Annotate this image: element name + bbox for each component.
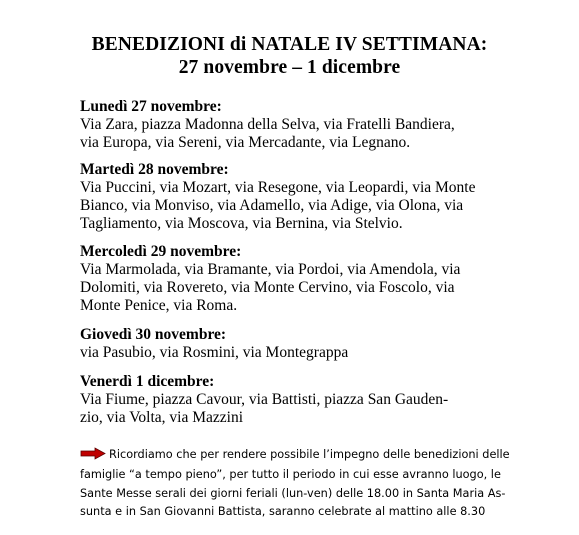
day-section-thursday <box>80 325 540 362</box>
mass-schedule-note <box>80 446 550 522</box>
page-title <box>0 33 579 79</box>
day-heading: Venerdì 1 dicembre: <box>80 373 215 390</box>
day-heading: Giovedì 30 novembre: <box>80 326 227 343</box>
street-line: Via Marmolada, via Bramante, via Pordoi, via Amendola, via <box>80 261 461 278</box>
street-line: Via Zara, piazza Madonna della Selva, via Fratelli Bandiera, <box>80 116 455 133</box>
street-list <box>80 179 540 234</box>
note-line: sunta e in San Giovanni Battista, saranno celebrate al mattino alle 8.30 <box>80 505 486 519</box>
note-line: famiglie “a tempo pieno”, per tutto il periodo in cui esse avranno luogo, le <box>80 468 501 482</box>
arrow-right-icon <box>80 447 106 466</box>
street-line: zio, via Volta, via Mazzini <box>80 409 243 427</box>
street-line: via Europa, via Sereni, via Mercadante, via Legnano. <box>80 134 411 152</box>
day-section-tuesday <box>80 160 540 234</box>
title-line-2: 27 novembre – 1 dicembre <box>178 57 401 78</box>
day-section-wednesday <box>80 242 540 316</box>
day-section-friday <box>80 372 540 427</box>
street-line: Via Puccini, via Mozart, via Resegone, via Leopardi, via Monte <box>80 179 476 196</box>
street-line: via Pasubio, via Rosmini, via Montegrappa <box>80 344 349 361</box>
day-heading: Martedì 28 novembre: <box>80 161 229 178</box>
day-heading: Mercoledì 29 novembre: <box>80 243 242 260</box>
street-list <box>80 344 540 362</box>
street-list <box>80 116 540 152</box>
street-line: Bianco, via Monviso, via Adamello, via Adige, via Olona, via <box>80 197 464 215</box>
street-line: Tagliamento, via Moscova, via Bernina, via Stelvio. <box>80 215 403 233</box>
street-line: Dolomiti, via Rovereto, via Monte Cervino, via Foscolo, via <box>80 279 455 297</box>
street-line: Via Fiume, piazza Cavour, via Battisti, piazza San Gauden- <box>80 391 449 408</box>
street-list <box>80 391 540 427</box>
title-line-1: BENEDIZIONI di NATALE IV SETTIMANA: <box>91 34 488 55</box>
day-section-monday <box>80 97 540 152</box>
note-line: Sante Messe serali dei giorni feriali (lun-ven) delle 18.00 in Santa Maria As- <box>80 486 506 500</box>
arrow-right-shape <box>81 448 105 459</box>
street-line: Monte Penice, via Roma. <box>80 297 238 315</box>
note-line <box>80 446 550 466</box>
day-heading: Lunedì 27 novembre: <box>80 98 222 115</box>
street-list <box>80 261 540 316</box>
note-text: Ricordiamo che per rendere possibile l’impegno delle benedizioni delle <box>109 448 510 461</box>
